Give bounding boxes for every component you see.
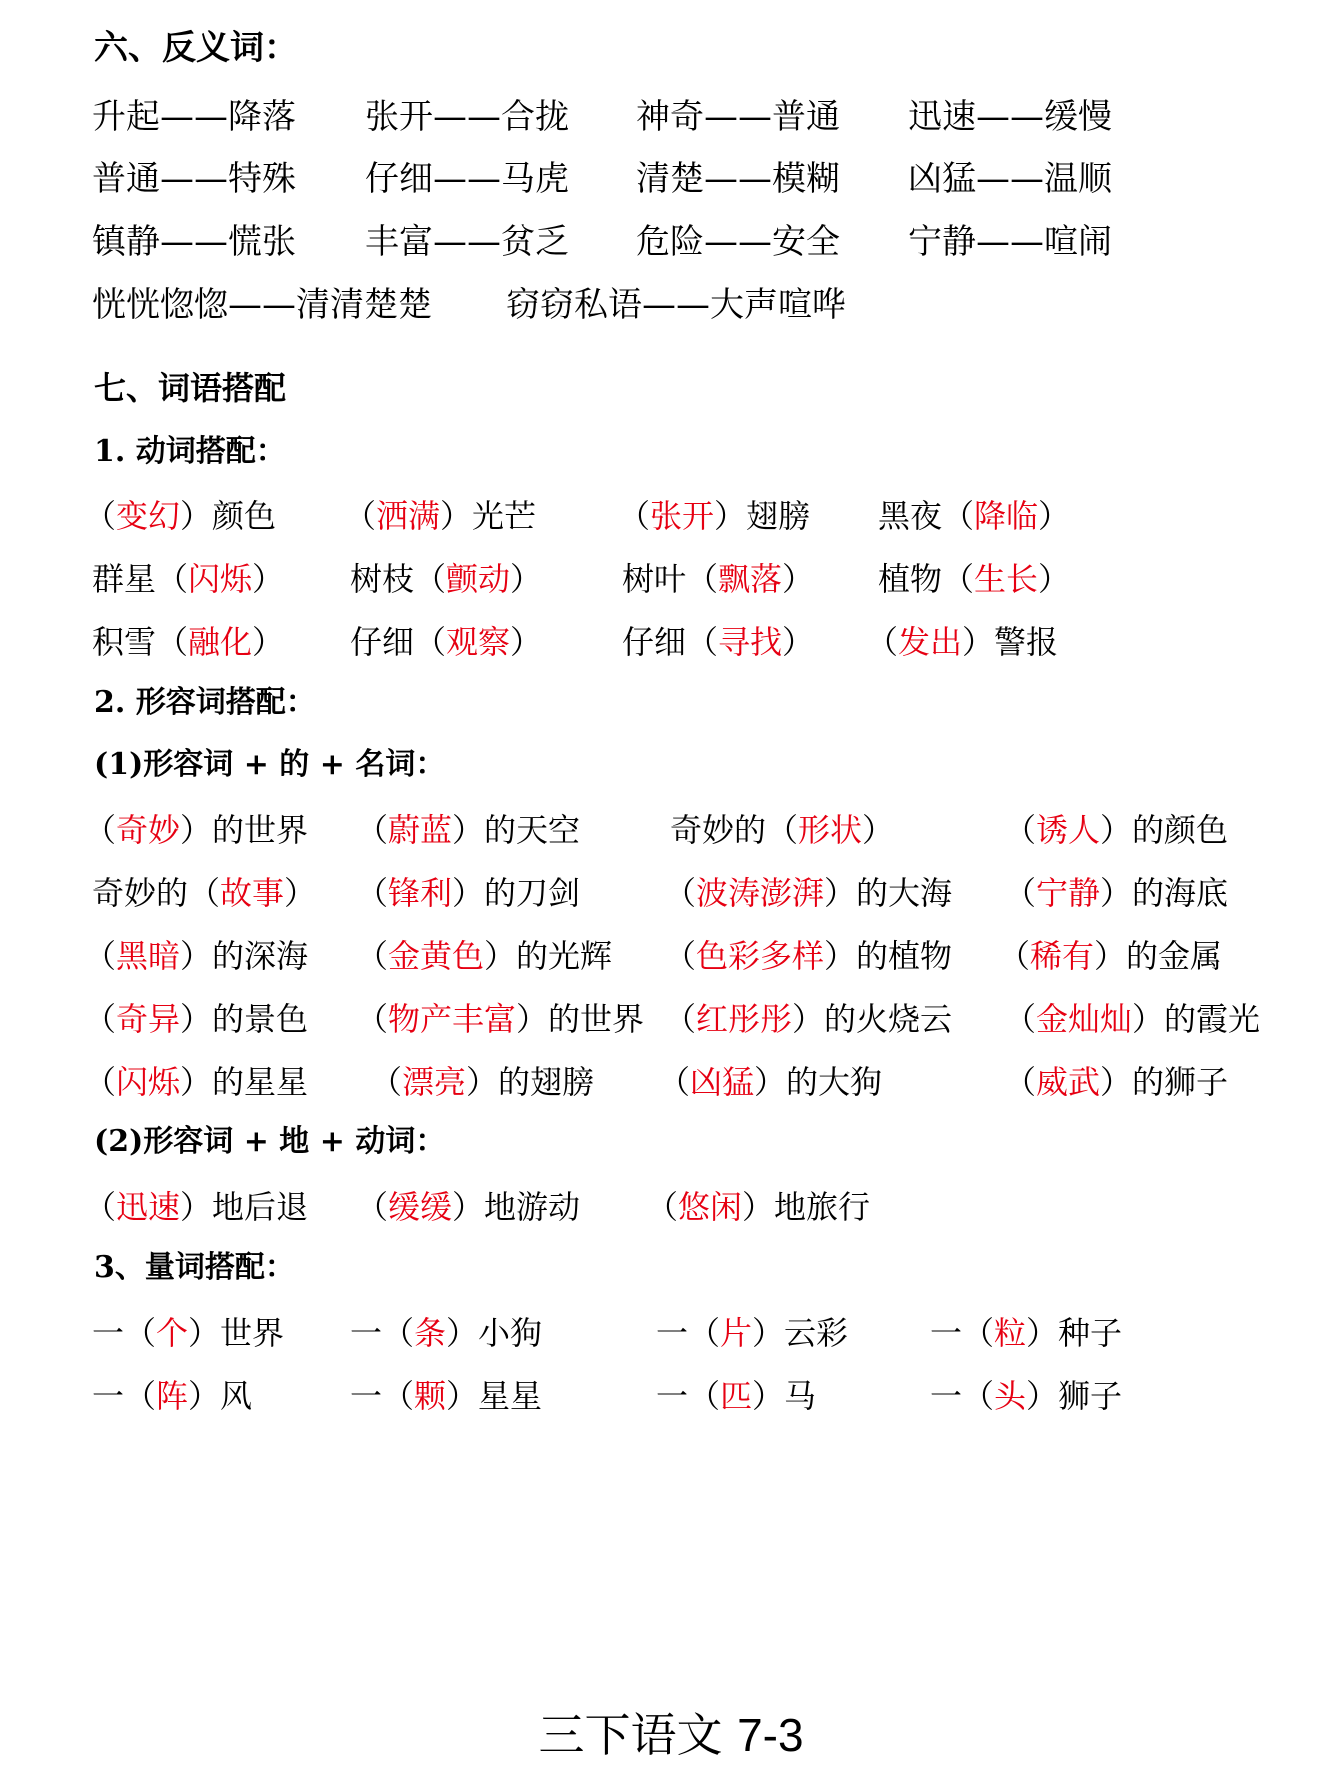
- collocation-item: [370, 1059, 594, 1105]
- prompt-text: ）: [782, 623, 815, 661]
- collocation-item: [356, 1184, 580, 1230]
- prompt-text: （: [618, 497, 651, 535]
- page-number: 7-3: [737, 1709, 804, 1761]
- antonym-pair: 恍恍惚惚——清清楚楚: [92, 285, 432, 325]
- answer-word: 黑暗: [116, 937, 181, 975]
- prompt-text: ）地后退: [180, 1188, 309, 1226]
- collocation-item: [84, 996, 308, 1042]
- collocation-item: [622, 619, 814, 665]
- prompt-text: ）的狮子: [1100, 1063, 1229, 1101]
- collocation-item: [658, 1059, 882, 1105]
- answer-word: 头: [994, 1377, 1027, 1415]
- collocation-item: [84, 1184, 308, 1230]
- collocation-item: [92, 619, 284, 665]
- prompt-text: （: [1004, 874, 1037, 912]
- answer-word: 色彩多样: [696, 937, 825, 975]
- collocation-item: [356, 870, 580, 916]
- answer-word: 红彤彤: [696, 1000, 793, 1038]
- prompt-text: （: [1004, 1063, 1037, 1101]
- collocation-item: [1004, 996, 1260, 1042]
- prompt-text: （: [1004, 1000, 1037, 1038]
- prompt-text: 一（: [656, 1314, 721, 1352]
- collocation-item: [930, 1373, 1122, 1419]
- adj-noun-heading: (1)形容词 + 的 + 名词：: [94, 747, 446, 782]
- collocation-item: [930, 1310, 1122, 1356]
- answer-word: 诱人: [1036, 811, 1101, 849]
- answer-word: 条: [414, 1314, 447, 1352]
- collocation-item: [84, 807, 308, 853]
- prompt-text: ）的光辉: [484, 937, 613, 975]
- collocation-item: [84, 493, 276, 539]
- answer-word: 波涛澎湃: [696, 874, 825, 912]
- collocation-item: [866, 619, 1058, 665]
- prompt-text: ）的星星: [180, 1063, 309, 1101]
- prompt-text: ）的天空: [452, 811, 581, 849]
- prompt-text: ）的大海: [824, 874, 953, 912]
- prompt-text: （: [646, 1188, 679, 1226]
- collocation-item: [356, 807, 580, 853]
- answer-word: 形状: [798, 811, 863, 849]
- prompt-text: （: [1004, 811, 1037, 849]
- prompt-text: ）的世界: [180, 811, 309, 849]
- antonyms-heading: 六、反义词：: [94, 28, 298, 68]
- prompt-text: ）颜色: [180, 497, 277, 535]
- prompt-text: 树叶（: [622, 560, 719, 598]
- answer-word: 个: [156, 1314, 189, 1352]
- answer-word: 发出: [898, 623, 963, 661]
- collocation-item: [1004, 1059, 1228, 1105]
- answer-word: 粒: [994, 1314, 1027, 1352]
- prompt-text: ）: [510, 623, 543, 661]
- answer-word: 颤动: [446, 560, 511, 598]
- answer-word: 宁静: [1036, 874, 1101, 912]
- antonym-pair: 迅速——缓慢: [908, 97, 1112, 137]
- list-row: [0, 933, 1342, 979]
- answer-word: 奇异: [116, 1000, 181, 1038]
- prompt-text: ）: [862, 811, 895, 849]
- prompt-text: 树枝（: [350, 560, 447, 598]
- collocation-item: [670, 807, 894, 853]
- answer-word: 颗: [414, 1377, 447, 1415]
- collocation-item: [92, 556, 284, 602]
- prompt-text: ）的海底: [1100, 874, 1229, 912]
- prompt-text: ）翅膀: [714, 497, 811, 535]
- prompt-text: ）地旅行: [742, 1188, 871, 1226]
- answer-word: 片: [720, 1314, 753, 1352]
- collocation-item: [84, 1059, 308, 1105]
- collocation-item: [1004, 870, 1228, 916]
- prompt-text: （: [866, 623, 899, 661]
- answer-word: 生长: [974, 560, 1039, 598]
- collocation-item: [622, 556, 814, 602]
- answer-word: 融化: [188, 623, 253, 661]
- answer-word: 洒满: [376, 497, 441, 535]
- prompt-text: ）的颜色: [1100, 811, 1229, 849]
- list-row: [0, 94, 1342, 140]
- prompt-text: （: [356, 1000, 389, 1038]
- antonym-pair: 镇静——慌张: [92, 222, 296, 262]
- collocation-item: [344, 493, 536, 539]
- footer-title: 三下语文: [538, 1708, 723, 1762]
- prompt-text: ）世界: [188, 1314, 285, 1352]
- prompt-text: 一（: [350, 1314, 415, 1352]
- answer-word: 寻找: [718, 623, 783, 661]
- prompt-text: （: [356, 874, 389, 912]
- list-row: [0, 493, 1342, 539]
- prompt-text: 一（: [350, 1377, 415, 1415]
- measure-heading: 3、量词搭配：: [94, 1250, 295, 1285]
- prompt-text: 积雪（: [92, 623, 189, 661]
- prompt-text: ）的翅膀: [466, 1063, 595, 1101]
- collocation-item: [84, 933, 308, 979]
- antonym-pair: 宁静——喧闹: [908, 222, 1112, 262]
- collocation-item: [92, 1310, 284, 1356]
- prompt-text: （: [370, 1063, 403, 1101]
- prompt-text: 奇妙的（: [92, 874, 221, 912]
- prompt-text: ）狮子: [1026, 1377, 1123, 1415]
- prompt-text: （: [84, 811, 117, 849]
- collocation-item: [664, 996, 952, 1042]
- list-row: [0, 870, 1342, 916]
- prompt-text: ）警报: [962, 623, 1059, 661]
- collocation-item: [878, 493, 1070, 539]
- adjectives-heading: 2. 形容词搭配：: [94, 685, 316, 720]
- verbs-heading: 1. 动词搭配：: [94, 434, 286, 469]
- prompt-text: 群星（: [92, 560, 189, 598]
- prompt-text: ）的植物: [824, 937, 953, 975]
- prompt-text: ）云彩: [752, 1314, 849, 1352]
- list-row: [0, 156, 1342, 202]
- prompt-text: ）: [284, 874, 317, 912]
- collocation-item: [356, 933, 612, 979]
- antonym-pair: 丰富——贫乏: [365, 222, 569, 262]
- prompt-text: ）: [1038, 560, 1071, 598]
- prompt-text: 一（: [930, 1314, 995, 1352]
- prompt-text: ）的深海: [180, 937, 309, 975]
- prompt-text: ）小狗: [446, 1314, 543, 1352]
- collocation-item: [618, 493, 810, 539]
- prompt-text: （: [664, 1000, 697, 1038]
- prompt-text: ）的火烧云: [792, 1000, 953, 1038]
- answer-word: 闪烁: [188, 560, 253, 598]
- collocation-item: [664, 933, 952, 979]
- answer-word: 悠闲: [678, 1188, 743, 1226]
- list-row: [0, 619, 1342, 665]
- collocation-item: [878, 556, 1070, 602]
- antonym-pair: 普通——特殊: [92, 159, 296, 199]
- antonym-pair: 神奇——普通: [636, 97, 840, 137]
- prompt-text: 植物（: [878, 560, 975, 598]
- collocation-item: [356, 996, 644, 1042]
- prompt-text: ）地游动: [452, 1188, 581, 1226]
- list-row: [0, 1184, 1342, 1230]
- prompt-text: ）种子: [1026, 1314, 1123, 1352]
- antonym-pair: 仔细——马虎: [365, 159, 569, 199]
- list-row: [0, 807, 1342, 853]
- collocation-item: [646, 1184, 870, 1230]
- list-row: [0, 1373, 1342, 1419]
- prompt-text: （: [344, 497, 377, 535]
- prompt-text: ）: [252, 623, 285, 661]
- collocation-item: [656, 1373, 816, 1419]
- antonym-pair: 张开——合拢: [365, 97, 569, 137]
- prompt-text: 仔细（: [622, 623, 719, 661]
- prompt-text: （: [356, 811, 389, 849]
- answer-word: 变幻: [116, 497, 181, 535]
- prompt-text: ）: [252, 560, 285, 598]
- prompt-text: ）的霞光: [1132, 1000, 1261, 1038]
- answer-word: 闪烁: [116, 1063, 181, 1101]
- collocation-heading: 七、词语搭配: [94, 369, 287, 407]
- list-row: [0, 996, 1342, 1042]
- collocation-item: [1004, 807, 1228, 853]
- answer-word: 张开: [650, 497, 715, 535]
- answer-word: 漂亮: [402, 1063, 467, 1101]
- antonym-pair: 凶猛——温顺: [908, 159, 1112, 199]
- collocation-item: [350, 619, 542, 665]
- list-row: [0, 1310, 1342, 1356]
- prompt-text: ）光芒: [440, 497, 537, 535]
- prompt-text: 一（: [656, 1377, 721, 1415]
- prompt-text: 一（: [92, 1377, 157, 1415]
- answer-word: 阵: [156, 1377, 189, 1415]
- answer-word: 故事: [220, 874, 285, 912]
- prompt-text: 奇妙的（: [670, 811, 799, 849]
- prompt-text: （: [84, 497, 117, 535]
- prompt-text: ）的景色: [180, 1000, 309, 1038]
- prompt-text: ）: [782, 560, 815, 598]
- prompt-text: （: [84, 1063, 117, 1101]
- prompt-text: ）的刀剑: [452, 874, 581, 912]
- prompt-text: （: [664, 937, 697, 975]
- prompt-text: 一（: [92, 1314, 157, 1352]
- prompt-text: （: [84, 1188, 117, 1226]
- answer-word: 金黄色: [388, 937, 485, 975]
- prompt-text: （: [658, 1063, 691, 1101]
- antonym-pair: 清楚——模糊: [636, 159, 840, 199]
- prompt-text: （: [664, 874, 697, 912]
- prompt-text: （: [84, 1000, 117, 1038]
- answer-word: 威武: [1036, 1063, 1101, 1101]
- antonym-pair: 窃窃私语——大声喧哗: [506, 285, 846, 325]
- prompt-text: （: [356, 937, 389, 975]
- collocation-item: [92, 1373, 252, 1419]
- answer-word: 锋利: [388, 874, 453, 912]
- answer-word: 迅速: [116, 1188, 181, 1226]
- prompt-text: ）: [1038, 497, 1071, 535]
- prompt-text: ）星星: [446, 1377, 543, 1415]
- collocation-item: [998, 933, 1222, 979]
- prompt-text: 一（: [930, 1377, 995, 1415]
- prompt-text: 黑夜（: [878, 497, 975, 535]
- prompt-text: ）风: [188, 1377, 253, 1415]
- answer-word: 金灿灿: [1036, 1000, 1133, 1038]
- collocation-item: [350, 556, 542, 602]
- prompt-text: ）的大狗: [754, 1063, 883, 1101]
- antonym-pair: 升起——降落: [92, 97, 296, 137]
- answer-word: 缓缓: [388, 1188, 453, 1226]
- answer-word: 匹: [720, 1377, 753, 1415]
- prompt-text: （: [356, 1188, 389, 1226]
- collocation-item: [350, 1373, 542, 1419]
- list-row: [0, 219, 1342, 265]
- antonym-pair: 危险——安全: [636, 222, 840, 262]
- prompt-text: 仔细（: [350, 623, 447, 661]
- answer-word: 凶猛: [690, 1063, 755, 1101]
- prompt-text: ）马: [752, 1377, 817, 1415]
- prompt-text: ）: [510, 560, 543, 598]
- list-row: [0, 1059, 1342, 1105]
- list-row: [0, 282, 1342, 328]
- answer-word: 观察: [446, 623, 511, 661]
- answer-word: 飘落: [718, 560, 783, 598]
- list-row: [0, 556, 1342, 602]
- prompt-text: ）的金属: [1094, 937, 1223, 975]
- answer-word: 稀有: [1030, 937, 1095, 975]
- collocation-item: [656, 1310, 848, 1356]
- prompt-text: （: [998, 937, 1031, 975]
- prompt-text: ）的世界: [516, 1000, 645, 1038]
- answer-word: 物产丰富: [388, 1000, 517, 1038]
- adj-verb-heading: (2)形容词 + 地 + 动词：: [94, 1124, 446, 1159]
- answer-word: 奇妙: [116, 811, 181, 849]
- collocation-item: [92, 870, 316, 916]
- page-footer: [0, 1710, 1342, 1760]
- answer-word: 降临: [974, 497, 1039, 535]
- answer-word: 蔚蓝: [388, 811, 453, 849]
- collocation-item: [664, 870, 952, 916]
- prompt-text: （: [84, 937, 117, 975]
- collocation-item: [350, 1310, 542, 1356]
